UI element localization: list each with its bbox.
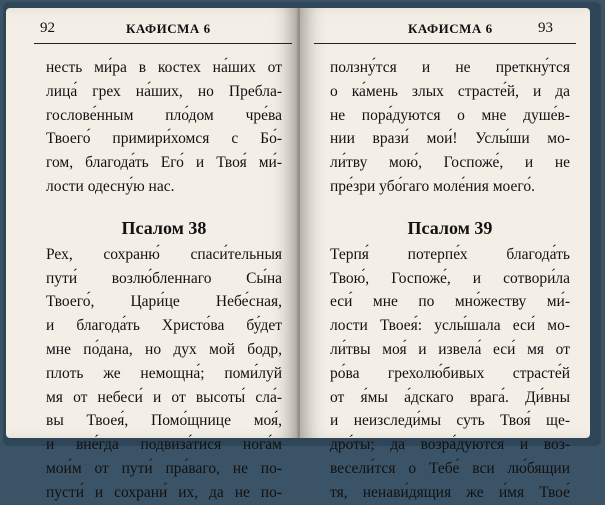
text-line: Рех, сохраню́ спаси́тельныя xyxy=(46,245,282,263)
text-line: лости Твоея́: услы́шала еси́ мо- xyxy=(330,317,570,335)
text-line: Терпя́ потерпе́х благода́ть xyxy=(330,245,570,263)
text-line: гослове́нным пло́дом чре́ва xyxy=(46,106,282,124)
text-line: лости одесну́ю нас. xyxy=(46,177,175,195)
text-line: весели́тся о Тебе́ вси лю́бящии xyxy=(330,459,570,477)
text-line: Твоего́ примири́хомся с Бо́- xyxy=(46,130,282,148)
text-line: вы Твоея́, Помо́щнице моя́, xyxy=(46,412,282,430)
text-line: несть ми́ра в костех на́ших от xyxy=(46,59,282,76)
text-line: пре́зри убо́гаго моле́ния моего́. xyxy=(330,177,535,195)
right-page xyxy=(300,8,590,501)
text-line: пути́ возлю́бленнаго Сы́на xyxy=(46,269,282,287)
right-page-number: 93 xyxy=(538,20,553,36)
right-page-header xyxy=(300,20,590,40)
left-page-body xyxy=(46,56,282,505)
text-line: пусти́ и сохрани́ их, да не по- xyxy=(46,483,282,501)
psalm-heading: Псалом 39 xyxy=(407,217,493,238)
text-line: Твою́, Госпоже́, и сотвори́ла xyxy=(330,269,570,287)
right-continued-text xyxy=(330,56,570,199)
text-line: мя от небеси́ и от высоты́ сла́- xyxy=(46,388,282,406)
text-line: тя, ненави́дящия же и́мя Твое́ xyxy=(330,483,570,501)
text-line: Твоего́, Цари́це Небе́сная, xyxy=(46,293,282,311)
right-header-rule xyxy=(314,43,576,44)
text-line: и благода́ть Христо́ва бу́дет xyxy=(46,317,282,335)
text-line: ползну́тся и не преткну́тся xyxy=(330,59,570,76)
left-page-header xyxy=(6,20,298,40)
text-line: и вне́гда подвиза́тися нога́м xyxy=(46,436,282,454)
text-line: и неизследи́мы суть Твоя́ ще- xyxy=(330,412,570,430)
text-line: ли́тву мою́, Госпоже́, и не xyxy=(330,154,570,172)
text-line: от я́мы а́дскаго врага́. Ди́вны xyxy=(330,388,570,406)
text-line: не пора́дуются о мне душе́в- xyxy=(330,106,570,124)
left-running-title: КАФИСМА 6 xyxy=(126,21,211,36)
text-line: мне по́дана, но дух мой бодр, xyxy=(46,340,282,358)
right-page-body xyxy=(330,56,570,505)
text-line: плоть же немощна́; поми́луй xyxy=(46,364,282,382)
text-line: дро́ты; да возра́дуются и воз- xyxy=(330,436,570,454)
text-line: о ка́мень злых страсте́й, и да xyxy=(330,82,570,100)
right-psalm-text xyxy=(330,243,570,505)
left-page-number: 92 xyxy=(40,20,55,36)
left-page xyxy=(6,8,298,501)
text-line: нии врази́ мои́! Услы́ши мо- xyxy=(330,130,570,148)
text-line: гом, благода́ть Его́ и Твоя́ ми́- xyxy=(46,154,282,172)
right-running-title: КАФИСМА 6 xyxy=(408,21,493,36)
text-line: лица́ грех на́ших, но Пребла- xyxy=(46,82,282,100)
left-header-rule xyxy=(34,43,292,44)
text-line: мои́м от пути́ пра́ваго, не по- xyxy=(46,459,282,477)
psalm-heading: Псалом 38 xyxy=(121,217,207,238)
left-psalm-text xyxy=(46,243,282,505)
text-line: ли́твы моя́ и извела́ еси́ мя от xyxy=(330,340,570,358)
text-line: ро́ва грехолю́бивых страсте́й xyxy=(330,364,570,382)
left-continued-text xyxy=(46,56,282,199)
text-line: еси́ мне по мно́жеству ми́- xyxy=(330,293,570,311)
